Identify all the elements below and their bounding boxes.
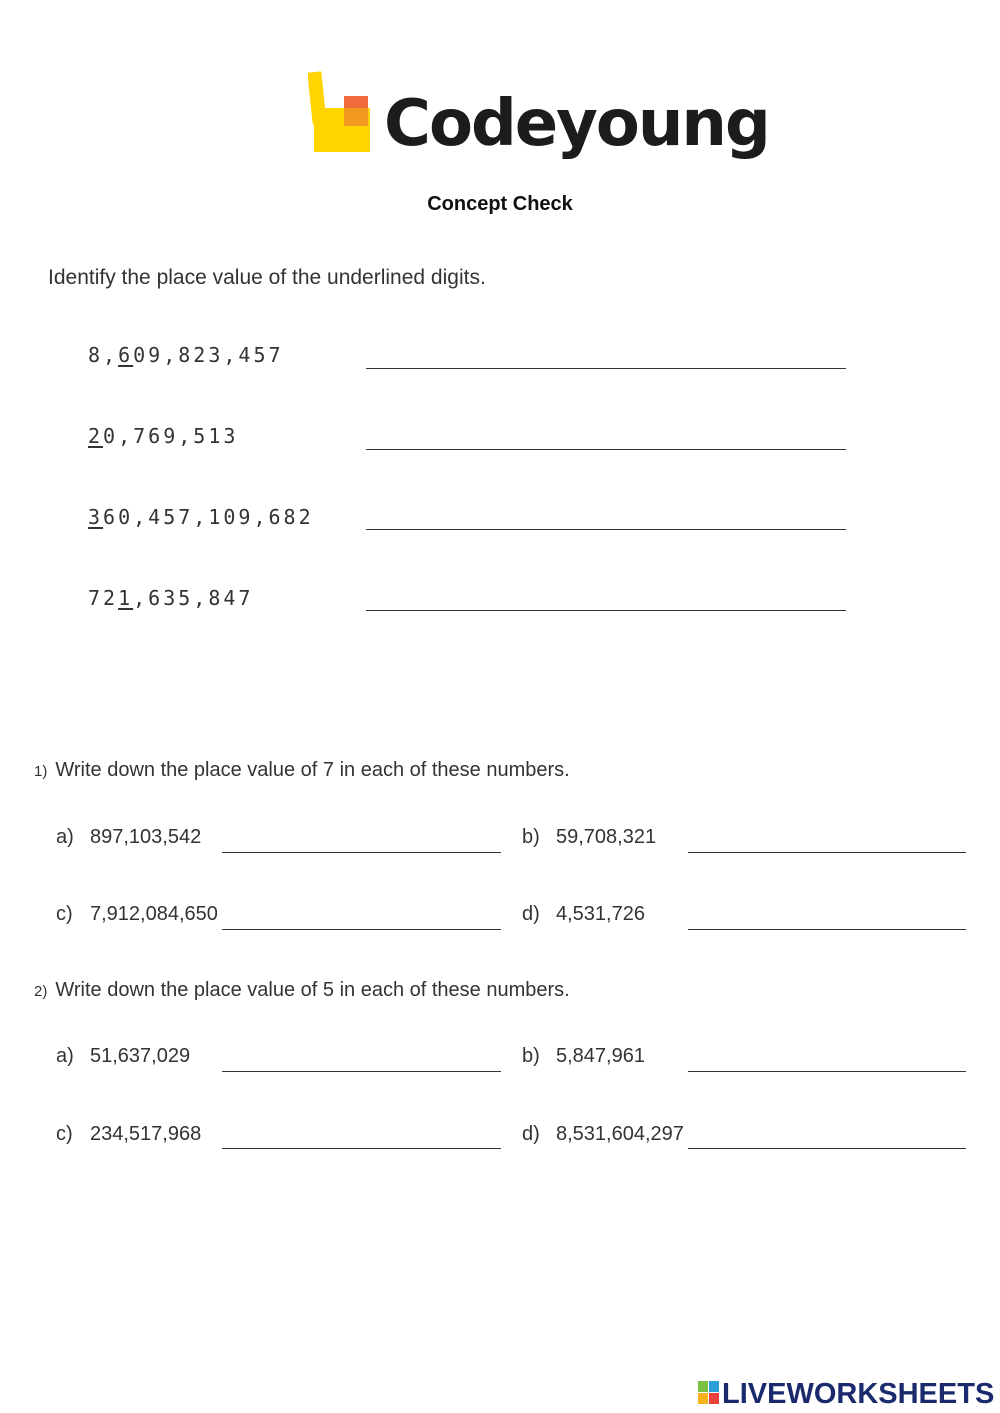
question-2-heading: 2) Write down the place value of 5 in each of these numbers. bbox=[34, 979, 570, 1001]
answer-line[interactable] bbox=[688, 852, 966, 853]
answer-line[interactable] bbox=[688, 1071, 966, 1072]
underlined-digit: 1 bbox=[118, 586, 134, 610]
answer-line[interactable] bbox=[222, 929, 501, 930]
q2-item-c: c) 234,517,968 bbox=[56, 1123, 202, 1145]
answer-line[interactable] bbox=[366, 529, 846, 530]
place-value-number-2: 20,769,513 bbox=[88, 424, 239, 448]
q1-item-d: d) 4,531,726 bbox=[522, 903, 645, 925]
place-value-number-3: 360,457,109,682 bbox=[88, 505, 314, 529]
underlined-digit: 2 bbox=[88, 424, 104, 448]
answer-line[interactable] bbox=[688, 929, 966, 930]
codeyoung-logo-icon bbox=[308, 68, 372, 154]
codeyoung-wordmark: Codeyoung bbox=[384, 87, 769, 161]
answer-line[interactable] bbox=[222, 852, 501, 853]
answer-line[interactable] bbox=[222, 1071, 501, 1072]
underlined-digit: 6 bbox=[118, 343, 134, 367]
q1-item-c: c) 7,912,084,650 bbox=[56, 903, 218, 925]
answer-line[interactable] bbox=[688, 1148, 966, 1149]
q1-item-b: b) 59,708,321 bbox=[522, 826, 657, 848]
answer-line[interactable] bbox=[366, 368, 846, 369]
place-value-number-1: 8,609,823,457 bbox=[88, 343, 284, 367]
q2-item-a: a) 51,637,029 bbox=[56, 1045, 191, 1067]
answer-line[interactable] bbox=[222, 1148, 501, 1149]
q1-item-a: a) 897,103,542 bbox=[56, 826, 202, 848]
section-a-instruction: Identify the place value of the underlined digits. bbox=[48, 266, 486, 289]
question-1-heading: 1) Write down the place value of 7 in each of these numbers. bbox=[34, 759, 570, 781]
page-title: Concept Check bbox=[427, 193, 573, 215]
place-value-number-4: 721,635,847 bbox=[88, 586, 254, 610]
liveworksheets-logo-icon bbox=[698, 1381, 720, 1405]
q2-item-b: b) 5,847,961 bbox=[522, 1045, 645, 1067]
liveworksheets-brand[interactable]: LIVEWORKSHEETS bbox=[722, 1378, 995, 1410]
answer-line[interactable] bbox=[366, 449, 846, 450]
q2-item-d: d) 8,531,604,297 bbox=[522, 1123, 684, 1145]
underlined-digit: 3 bbox=[88, 505, 104, 529]
answer-line[interactable] bbox=[366, 610, 846, 611]
